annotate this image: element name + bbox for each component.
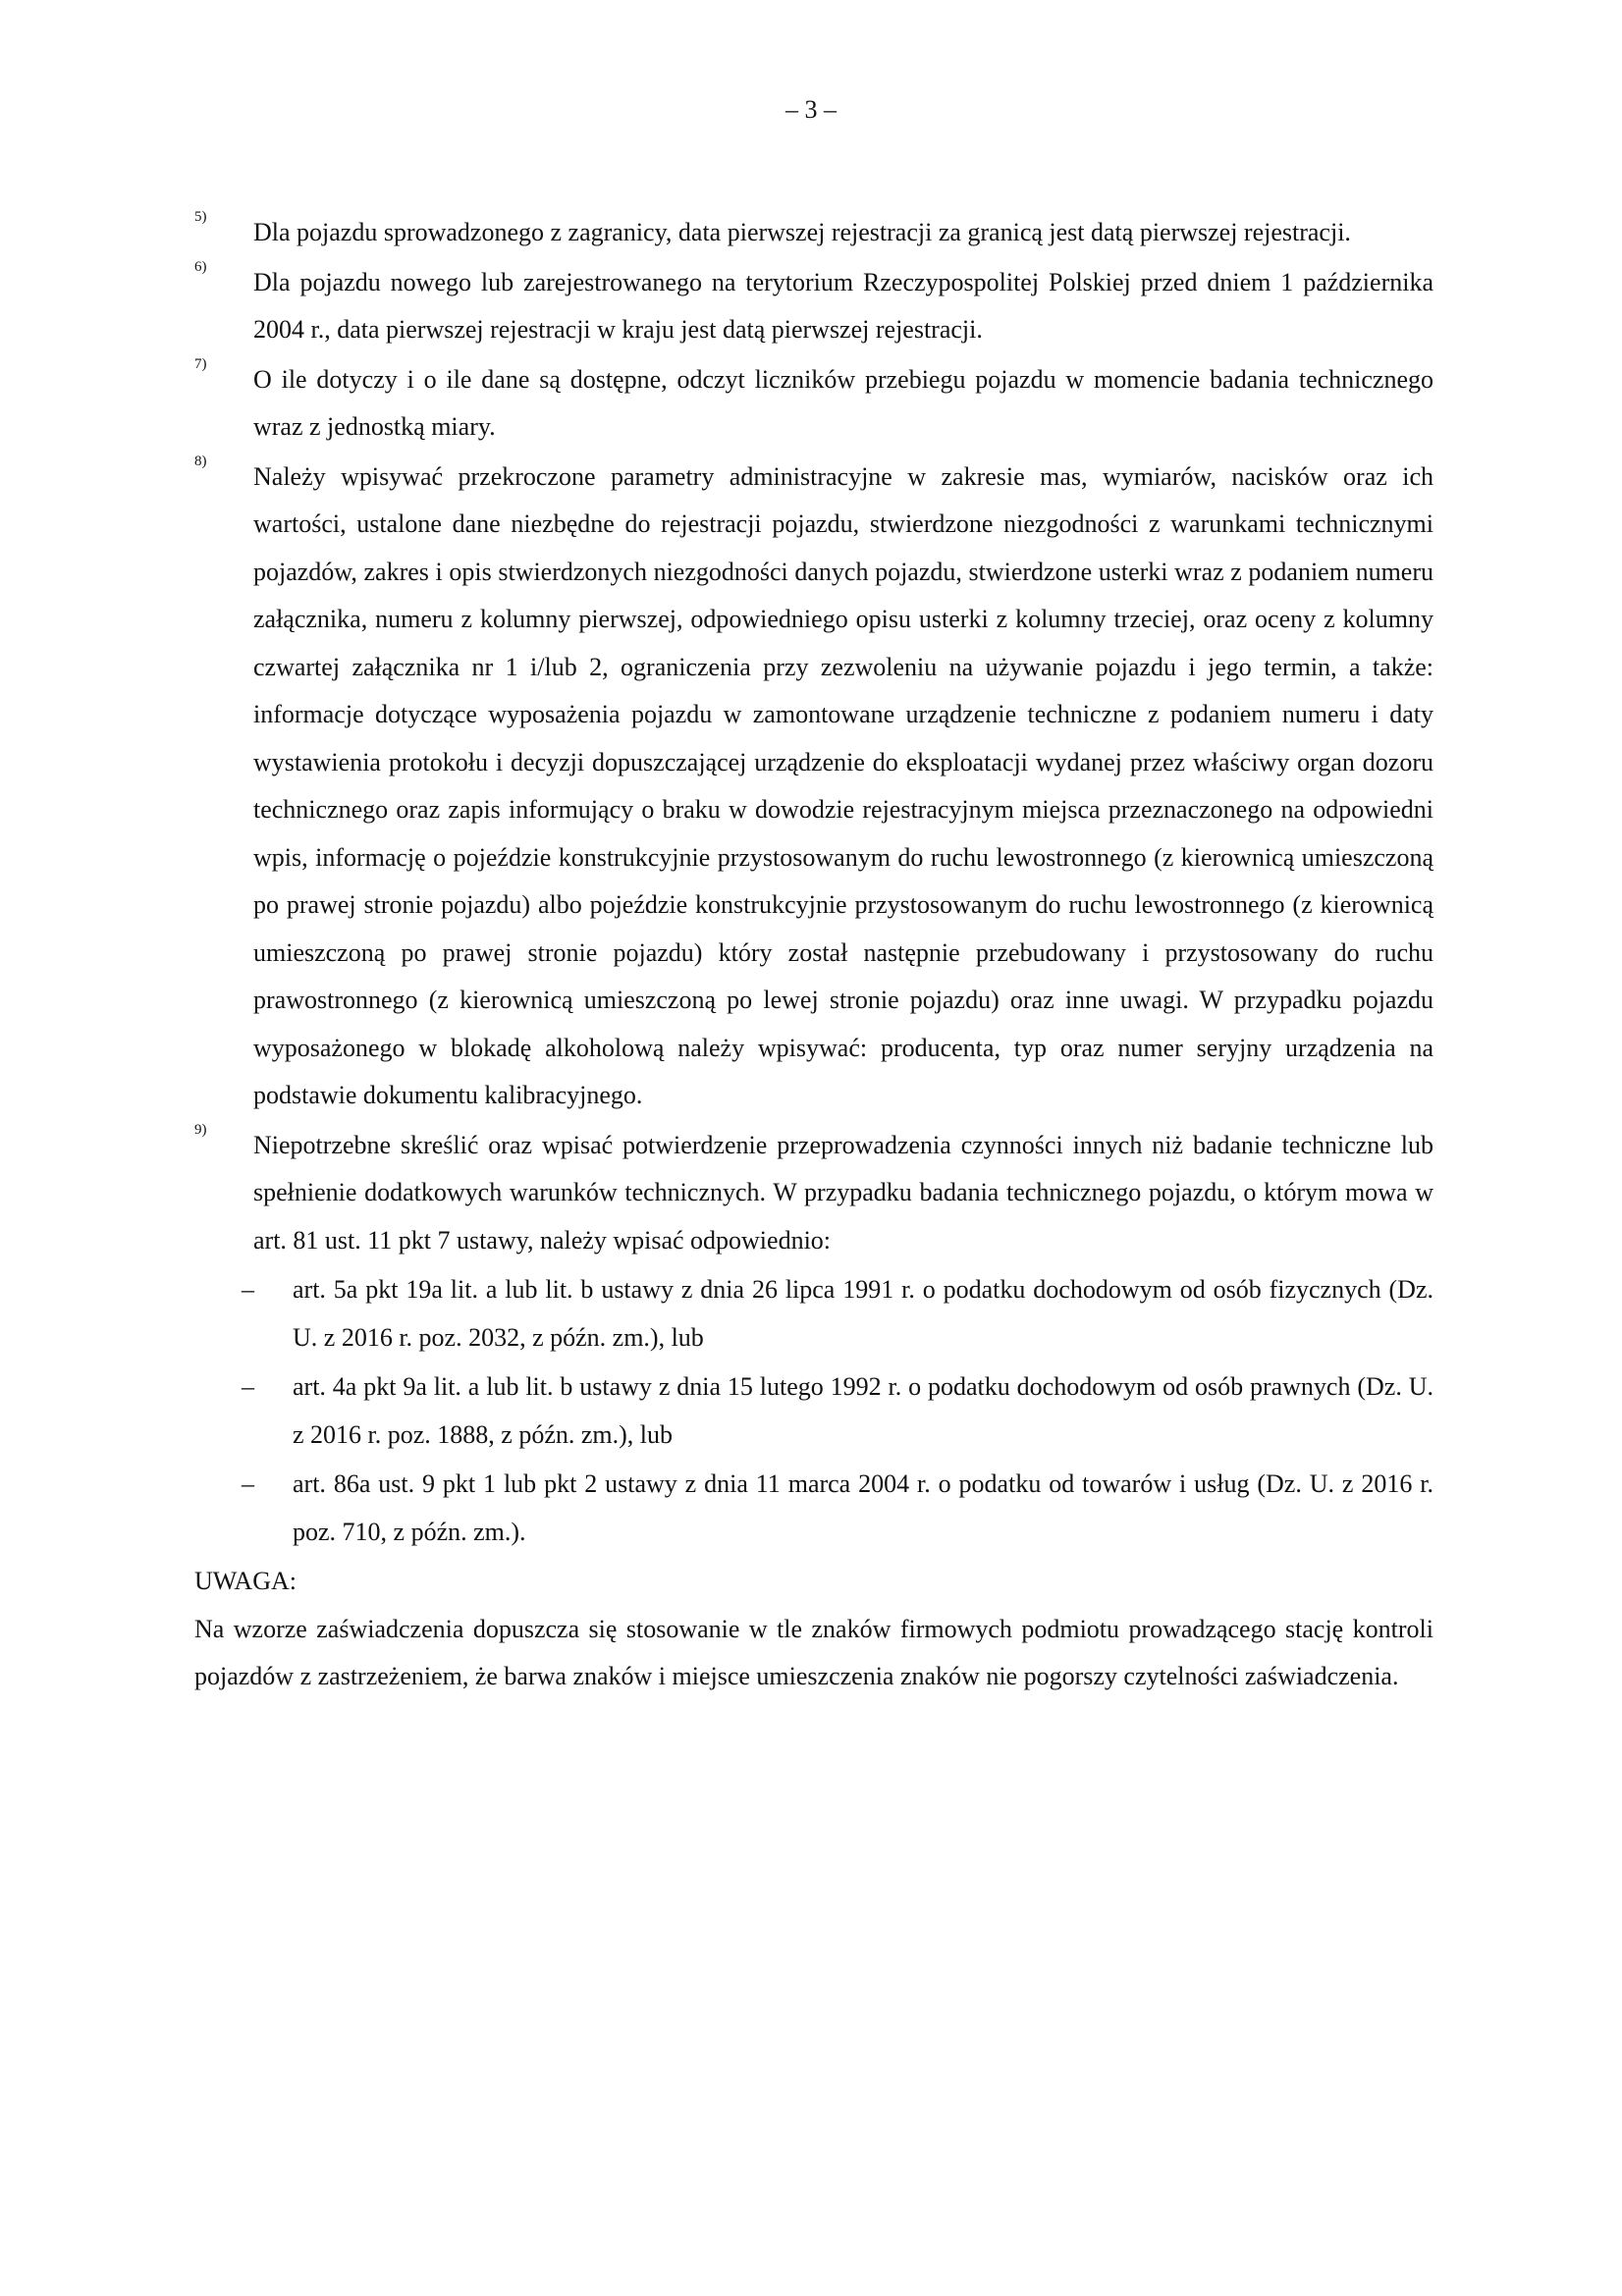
warning-title: UWAGA: [194, 1567, 297, 1595]
footnote-text: Należy wpisywać przekroczone parametry administracyjne w zakresie mas, wymiarów, nacisków oraz ich wartości, ustalone dane niezbędne do rejestracji pojazdu, stwierdzone niezgodności z warunkami technicznymi pojazdów, zakres i opis stwierdzonych niezgodności danych pojazdu, stwierdzone usterki wraz z podaniem numeru załącznika, numeru z kolumny pierwszej, odpowiedniego opisu usterki z kolumny trzeciej, oraz oceny z kolumny czwartej załącznika nr 1 i/lub 2, ograniczenia przy zezwoleniu na używanie pojazdu i jego termin, a także: informacje dotyczące wyposażenia pojazdu w zamontowane urządzenie techniczne z podaniem numeru i daty wystawienia protokołu i decyzji dopuszczającej urządzenie do eksploatacji wydanej przez właściwy organ dozoru technicznego oraz zapis informujący o braku w dowodzie rejestracyjnym miejsca przeznaczonego na odpowiedni wpis, informację o pojeździe konstrukcyjnie przystosowanym do ruchu lewostronnego (z kierownicą umieszczoną po prawej stronie pojazdu) albo pojeździe konstrukcyjnie przystosowanym do ruchu lewostronnego (z kierownicą umieszczoną po prawej stronie pojazdu) który został następnie przebudowany i przystosowany do ruchu prawostronnego (z kierownicą umieszczoną po lewej stronie pojazdu) oraz inne uwagi. W przypadku pojazdu wyposażonego w blokadę alkoholową należy wpisywać: producenta, typ oraz numer seryjny urządzenia na podstawie dokumentu kalibracyjnego. [253, 461, 1433, 1109]
footnote-text: Dla pojazdu nowego lub zarejestrowanego na terytorium Rzeczypospolitej Polskiej przed dniem 1 października 2004 r., data pierwszej rejestracji w kraju jest datą pierwszej rejestracji. [253, 267, 1433, 344]
footnote-8 [194, 454, 1433, 1120]
footnote-mark: 5) [194, 209, 207, 225]
dash-bullet: – [242, 1372, 254, 1401]
footnote-mark: 6) [194, 258, 207, 275]
dash-bullet: – [242, 1469, 254, 1498]
list-item-text: art. 86a ust. 9 pkt 1 lub pkt 2 ustawy z dnia 11 marca 2004 r. o podatku od towarów i usług (Dz. U. z 2016 r. poz. 710, z późn. zm.). [293, 1469, 1433, 1546]
footnote-text: O ile dotyczy i o ile dane są dostępne, odczyt liczników przebiegu pojazdu w momencie badania technicznego wraz z jednostką miary. [253, 364, 1433, 441]
list-item [194, 1461, 1433, 1556]
list-item [194, 1363, 1433, 1459]
page-number: – 3 – [785, 95, 837, 124]
footnote-mark: 8) [194, 453, 207, 469]
list-item-text: art. 4a pkt 9a lit. a lub lit. b ustawy z dnia 15 lutego 1992 r. o podatku dochodowym od osób prawnych (Dz. U. z 2016 r. poz. 1888, z późn. zm.), lub [293, 1372, 1433, 1449]
list-item-text: art. 5a pkt 19a lit. a lub lit. b ustawy z dnia 26 lipca 1991 r. o podatku dochodowym od osób fizycznych (Dz. U. z 2016 r. poz. 2032, z późn. zm.), lub [293, 1275, 1433, 1352]
footnote-mark: 7) [194, 355, 207, 372]
list-item [194, 1266, 1433, 1362]
footnote-text: Niepotrzebne skreślić oraz wpisać potwierdzenie przeprowadzenia czynności innych niż badanie techniczne lub spełnienie dodatkowych warunków technicznych. W przypadku badania technicznego pojazdu, o którym mowa w art. 81 ust. 11 pkt 7 ustawy, należy wpisać odpowiednio: [253, 1130, 1433, 1255]
footnote-6 [194, 259, 1433, 354]
footnote-text: Dla pojazdu sprowadzonego z zagranicy, data pierwszej rejestracji za granicą jest datą pierwszej rejestracji. [253, 218, 1351, 246]
footnote-7 [194, 356, 1433, 452]
footnote-mark: 9) [194, 1121, 207, 1138]
footnote-9 [194, 1122, 1433, 1265]
dash-bullet: – [242, 1275, 254, 1304]
warning-text: Na wzorze zaświadczenia dopuszcza się stosowanie w tle znaków firmowych podmiotu prowadzącego stację kontroli pojazdów z zastrzeżeniem, że barwa znaków i miejsce umieszczenia znaków nie pogorszy czytelności zaświadczenia. [194, 1614, 1433, 1690]
footnotes-section [194, 209, 1433, 1701]
legal-references-list [194, 1266, 1433, 1556]
footnote-5 [194, 209, 1433, 257]
